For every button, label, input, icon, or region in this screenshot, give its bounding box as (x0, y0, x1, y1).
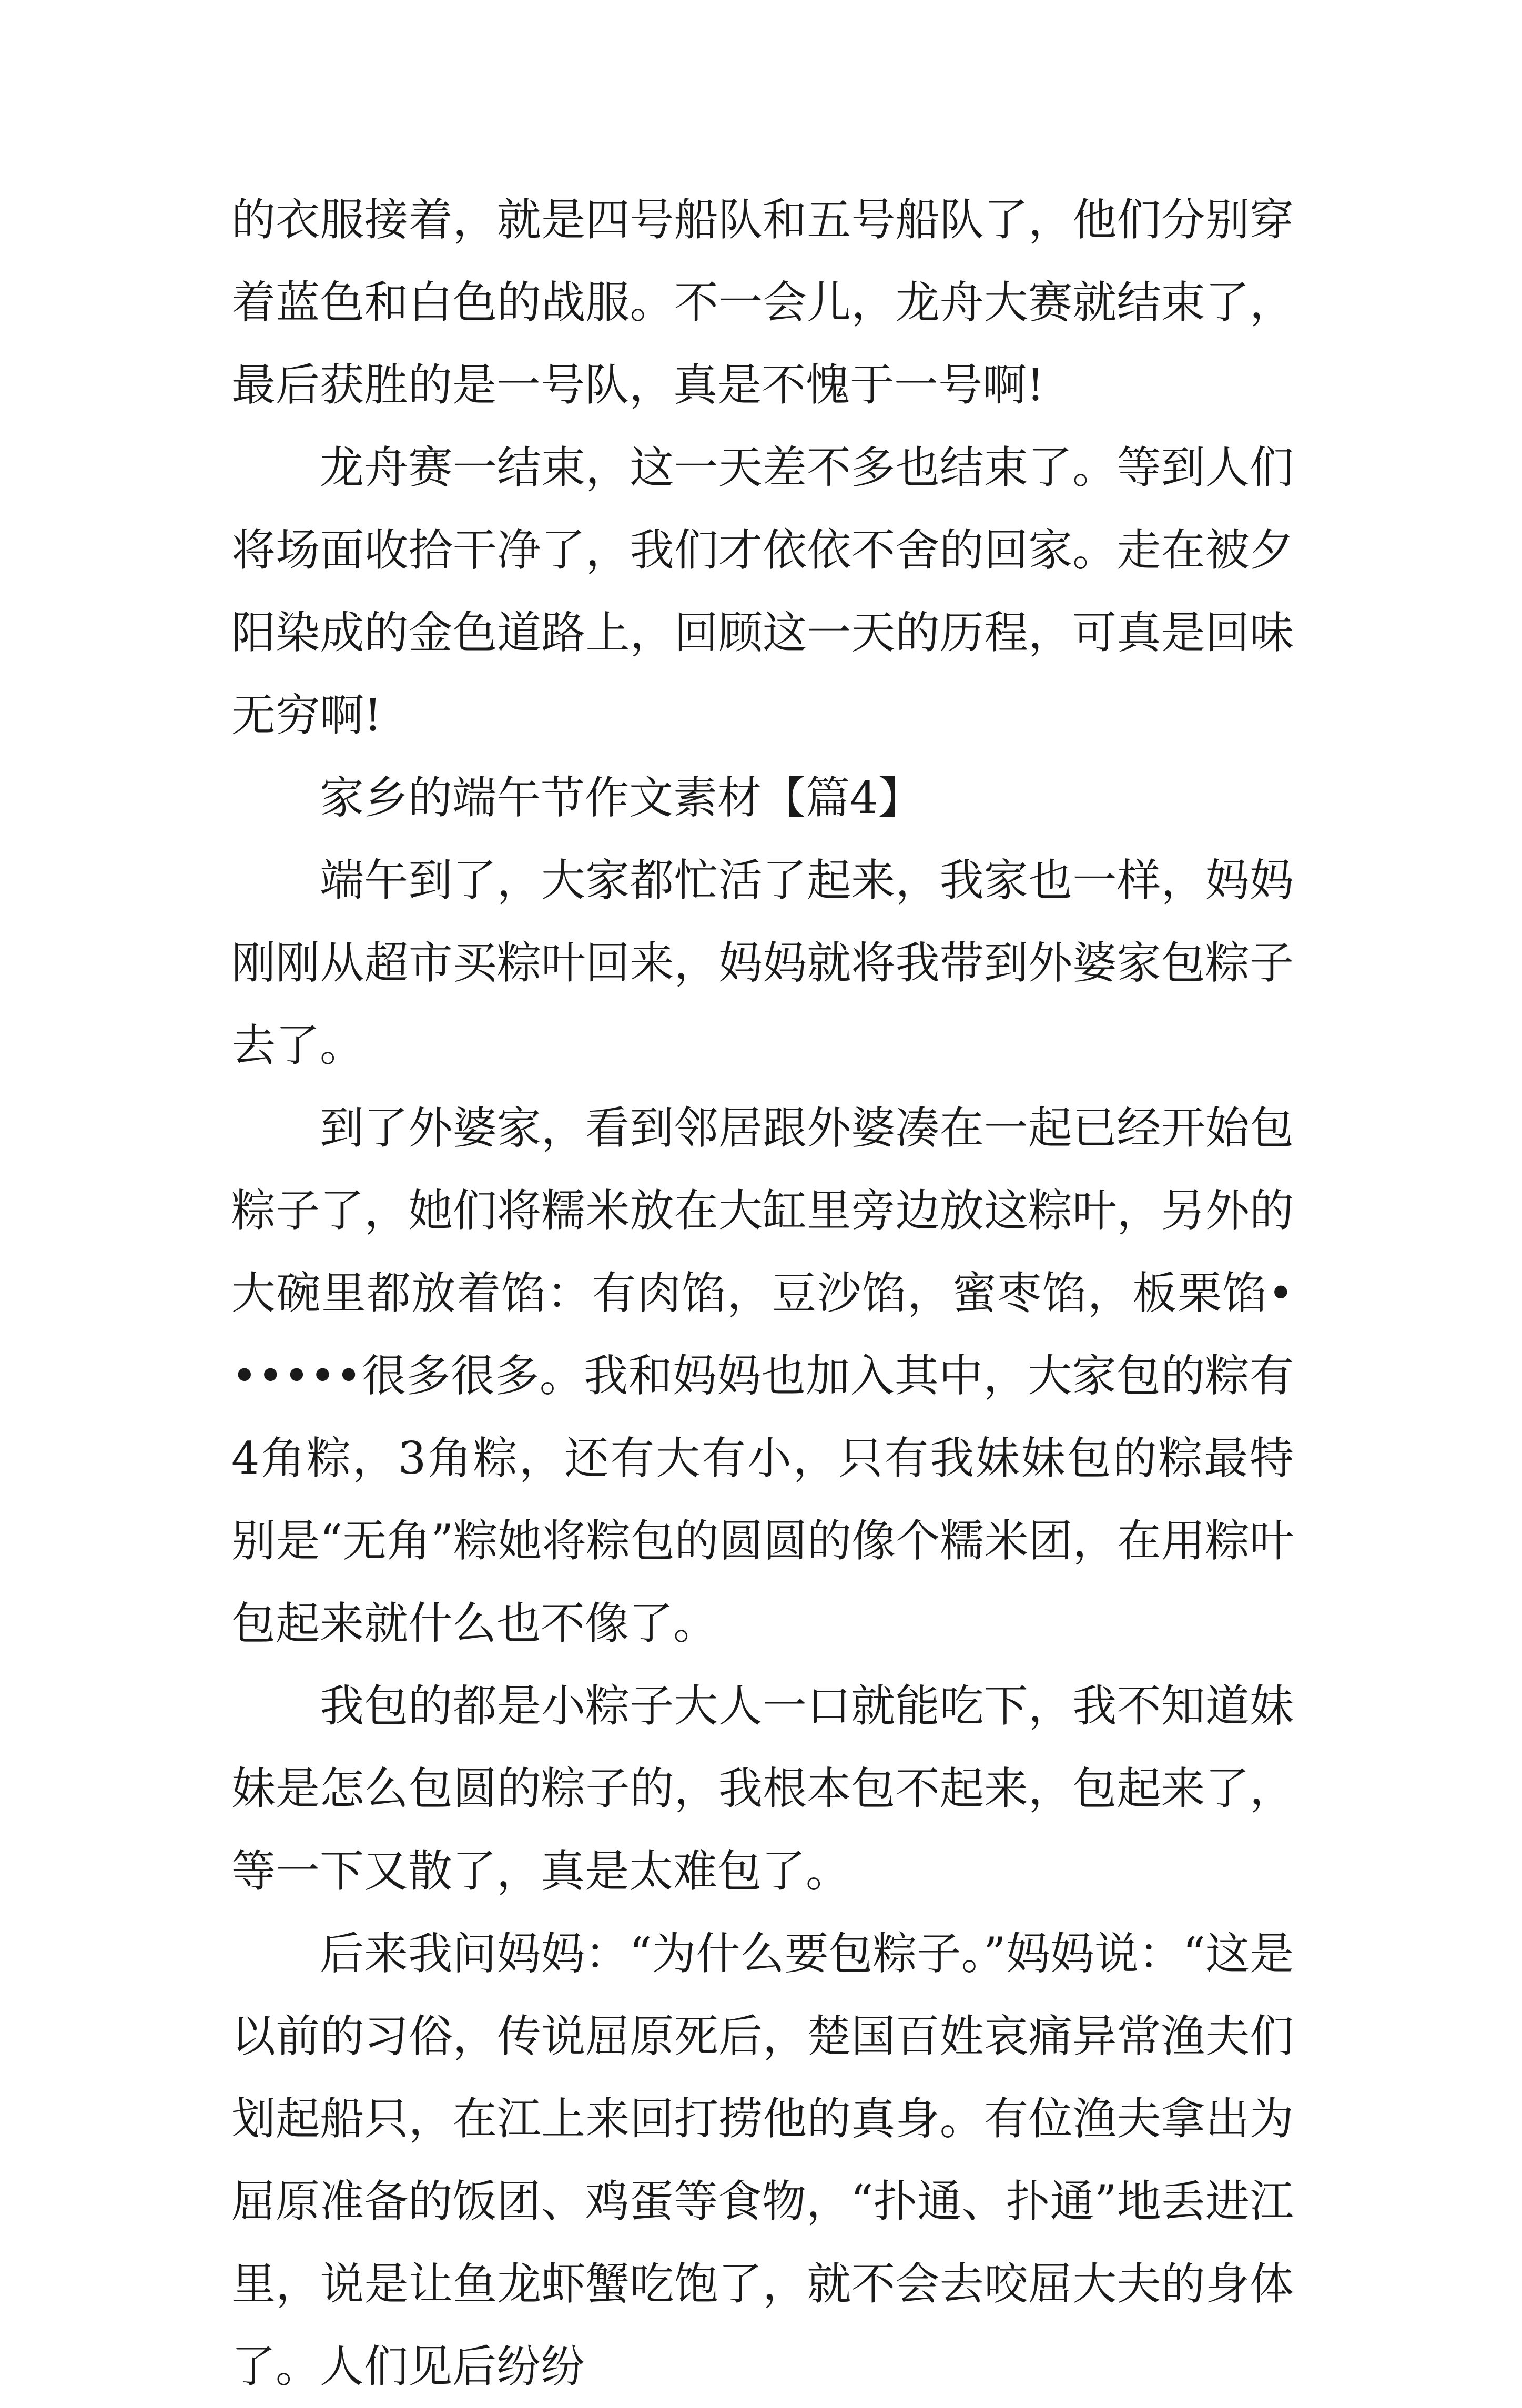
paragraph-festival-arrives: 端午到了，大家都忙活了起来，我家也一样，妈妈刚刚从超市买粽叶回来，妈妈就将我带到外婆家包粽子去了。 (231, 855, 1294, 1071)
paragraph-custom-legend: 后来我问妈妈：“为什么要包粽子。”妈妈说：“这是以前的习俗，传说屈原死后，楚国百姓哀痛异常渔夫们划起船只，在江上来回打捞他的真身。有位渔夫拿出为屈原准备的饭团、鸡蛋等食物，“扑通、扑通”地丢进江里，说是让鱼龙虾蟹吃饱了，就不会去咬屈大夫的身体了。人们见后纷纷 (231, 1928, 1294, 2392)
paragraph-grandma-house: 到了外婆家，看到邻居跟外婆凑在一起已经开始包粽子了，她们将糯米放在大缸里旁边放这粽叶，另外的大碗里都放着馅：有肉馅，豆沙馅，蜜枣馅，板栗馅••••••很多很多。我和妈妈也加入其中，大家包的粽有4角粽，3角粽，还有大有小，只有我妹妹包的粽最特别是“无角”粽她将粽包的圆圆的像个糯米团，在用粽叶包起来就什么也不像了。 (231, 1102, 1294, 1649)
section-heading: 家乡的端午节作文素材【篇4】 (320, 772, 922, 824)
paragraph-small-zongzi: 我包的都是小粽子大人一口就能吃下，我不知道妹妹是怎么包圆的粽子的，我根本包不起来，包起来了，等一下又散了，真是太难包了。 (231, 1680, 1294, 1897)
paragraph-continued: 的衣服接着，就是四号船队和五号船队了，他们分别穿着蓝色和白色的战服。不一会儿，龙舟大赛就结束了，最后获胜的是一号队，真是不愧于一号啊! (231, 194, 1294, 411)
paragraph-dragon-boat-end: 龙舟赛一结束，这一天差不多也结束了。等到人们将场面收拾干净了，我们才依依不舍的回家。走在被夕阳染成的金色道路上，回顾这一天的历程，可真是回味无穷啊! (231, 442, 1294, 741)
document-body (231, 179, 1294, 2408)
